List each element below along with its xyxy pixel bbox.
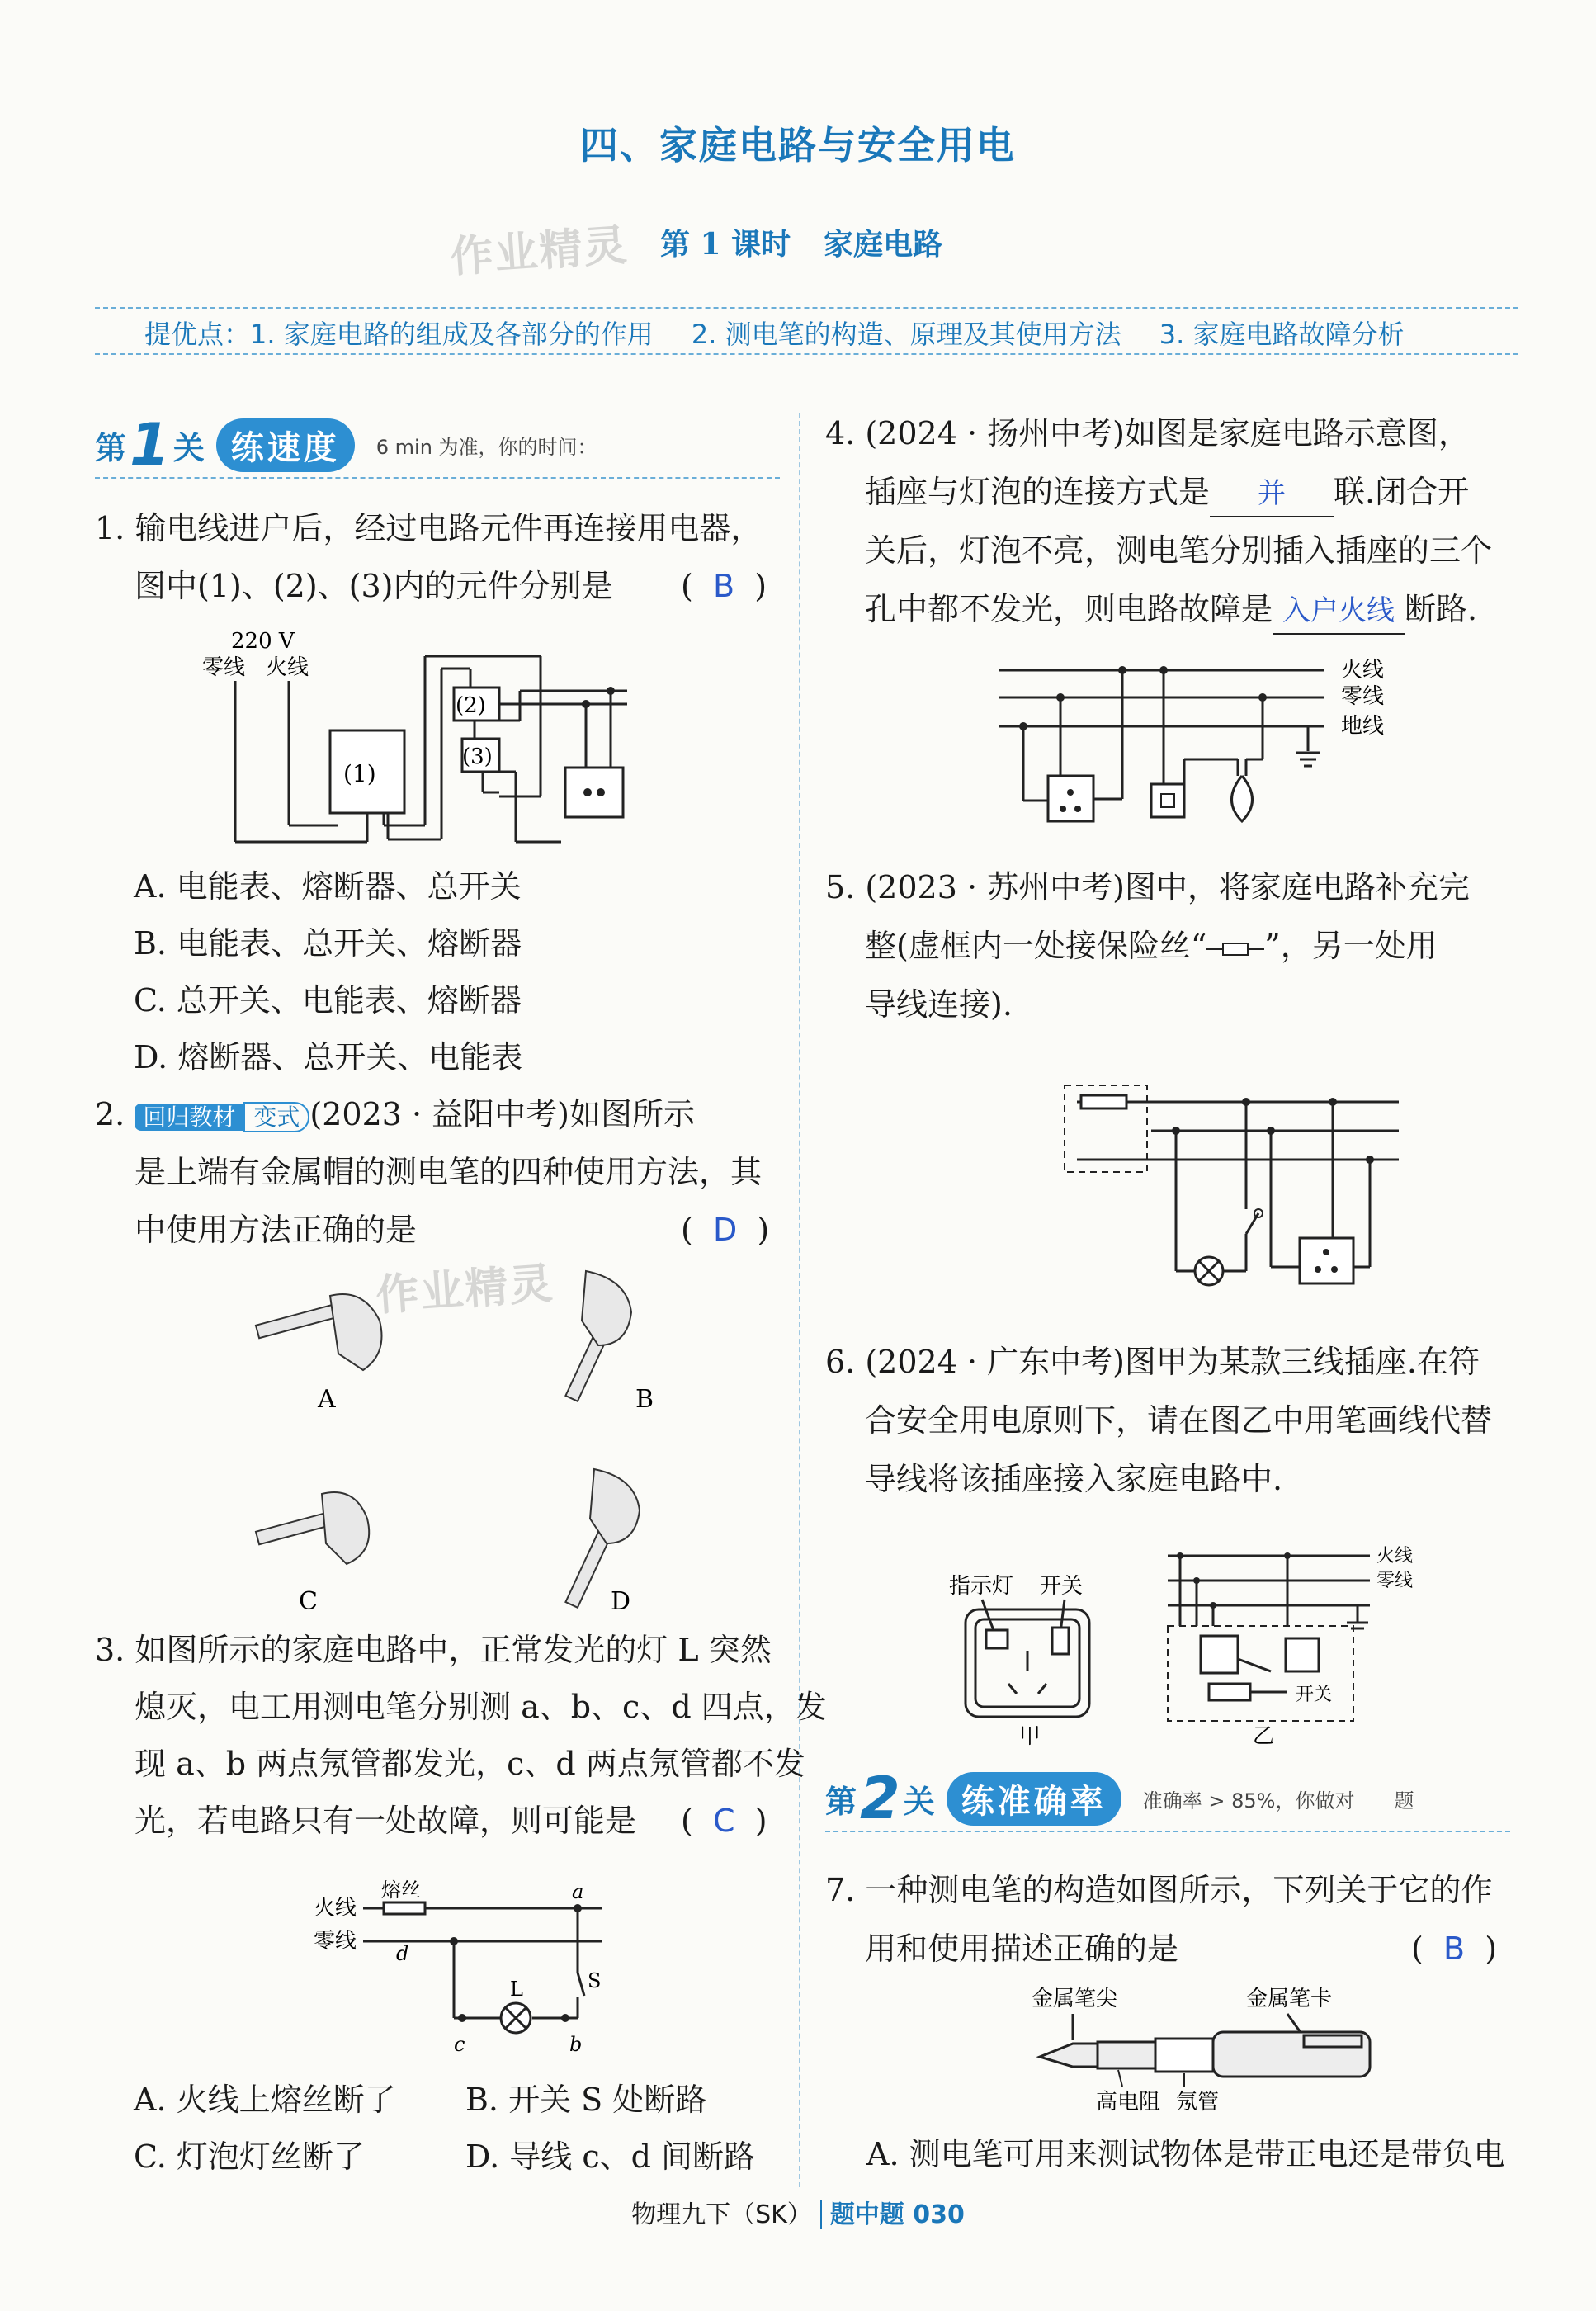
q4-fig-zero: 零线 — [1341, 684, 1385, 709]
page-footer — [0, 2194, 1596, 2230]
q3-line-3: 现 a、b 两点氖管都发光，c、d 两点氖管都不发 — [135, 1746, 805, 1782]
q4-fig-ground: 地线 — [1341, 714, 1385, 739]
q7-line-2: 用和使用描述正确的是 ( B ) — [865, 1931, 1498, 1967]
q7-line-1: 7. 一种测电笔的构造如图所示，下列关于它的作 — [825, 1872, 1493, 1908]
q6-circuit-figure-yi — [1155, 1535, 1444, 1750]
q1-fig-node-2 — [607, 687, 615, 695]
q2-pen-figures — [231, 1246, 759, 1618]
section-1-note: 6 min 为准，你的时间： — [375, 435, 597, 459]
q1-fig-box-2: (2) — [456, 693, 486, 718]
q1-line-2: 图中(1)、(2)、(3)内的元件分别是 ( B ) — [135, 568, 767, 604]
column-divider — [799, 413, 800, 2187]
q4-fig-fire: 火线 — [1341, 658, 1385, 683]
q6-fig-switch: 开关 — [1040, 1574, 1084, 1599]
section-1-pill: 练速度 — [216, 418, 355, 472]
question-4 — [825, 404, 1527, 639]
q6-fig-zero: 零线 — [1376, 1571, 1414, 1591]
q2-pen-b — [565, 1271, 631, 1401]
q3-option-c: C. 灯泡灯丝断了 — [134, 2139, 365, 2175]
section-1-header — [95, 413, 780, 479]
q7-pen-figure — [1032, 1981, 1411, 2113]
lesson-number: 第 1 课时 — [660, 227, 791, 262]
q3-option-a: A. 火线上熔丝断了 — [134, 2082, 396, 2118]
q5-line-3: 导线连接). — [865, 986, 1013, 1023]
q3-fig-zero: 零线 — [314, 1929, 357, 1954]
q3-fig-l: L — [510, 1978, 523, 2001]
q4-line-4: 孔中都不发光，则电路故障是 入户火线 断路. — [825, 580, 1527, 639]
q6-fig-jia: 甲 — [1019, 1724, 1041, 1749]
q3-options-row-1 — [134, 2072, 794, 2129]
q6-socket-figure-jia — [949, 1568, 1114, 1750]
q3-fig-d: d — [396, 1942, 409, 1965]
section-2-header — [825, 1766, 1510, 1832]
section-2-note: 准确率 > 85%，你做对 题 — [1142, 1789, 1414, 1812]
q3-line-4: 光，若电路只有一处故障，则可能是 ( C ) — [135, 1803, 767, 1839]
footer-book: 物理九下（SK） — [631, 2200, 812, 2229]
q2-line-2: 是上端有金属帽的测电笔的四种使用方法，其 — [135, 1154, 763, 1190]
q1-fig-socket-hole-1 — [583, 788, 592, 796]
q1-fig-node-1 — [582, 700, 590, 708]
q3-circuit-figure — [314, 1874, 627, 2063]
lesson-title — [660, 221, 942, 263]
section-1-di: 第 — [95, 429, 127, 466]
section-1-number: 1 — [130, 411, 170, 479]
q6-line-1: 6. (2024 · 广东中考)图甲为某款三线插座.在符 — [825, 1344, 1480, 1380]
q3-fig-c: c — [454, 2033, 465, 2056]
key-point-2: 2. 测电笔的构造、原理及其使用方法 — [691, 319, 1121, 350]
q1-line-1: 1. 输电线进户后，经过电路元件再连接用电器， — [95, 510, 763, 546]
q2-line-3: 中使用方法正确的是 ( D ) — [135, 1212, 770, 1248]
q3-options-row-2 — [134, 2129, 794, 2186]
q5-line-1: 5. (2023 · 苏州中考)图中，将家庭电路补充完 — [825, 869, 1470, 905]
q3-fig-fire: 火线 — [314, 1896, 357, 1921]
key-point-3: 3. 家庭电路故障分析 — [1159, 319, 1405, 350]
q3-option-b: B. 开关 S 处断路 — [465, 2082, 707, 2118]
q1-fig-socket-hole-2 — [597, 788, 605, 796]
q4-line-1: 4. (2024 · 扬州中考)如图是家庭电路示意图， — [825, 415, 1470, 451]
q3-fig-fuse: 熔丝 — [381, 1879, 421, 1902]
q2-pen-a — [256, 1294, 382, 1370]
section-2-pill: 练准确率 — [947, 1772, 1121, 1826]
q6-line-3: 导线将该插座接入家庭电路中. — [865, 1461, 1283, 1497]
q4-line-2: 插座与灯泡的连接方式是 并 联.闭合开 — [825, 463, 1527, 522]
section-1-guan: 关 — [172, 429, 205, 466]
q3-answer: C — [712, 1803, 735, 1839]
q1-fig-voltage: 220 V — [231, 629, 295, 654]
q1-option-a: A. 电能表、熔断器、总开关 — [134, 868, 522, 905]
q1-fig-fire: 火线 — [266, 655, 309, 680]
q6-line-2: 合安全用电原则下，请在图乙中用笔画线代替 — [865, 1402, 1493, 1439]
q3-fig-a: a — [572, 1880, 584, 1903]
q4-circuit-figure — [990, 652, 1403, 834]
q4-line-3: 关后，灯泡不亮，测电笔分别插入插座的三个 — [865, 532, 1493, 569]
fuse-symbol-icon — [1206, 939, 1264, 959]
question-7 — [825, 1861, 1527, 1978]
question-2 — [95, 1085, 788, 1259]
key-point-1: 提优点：1. 家庭电路的组成及各部分的作用 — [144, 319, 654, 350]
q7-option-a-wrap — [866, 2125, 1527, 2183]
question-1 — [95, 499, 788, 615]
q2-label-d: D — [611, 1587, 631, 1616]
q6-fig-indicator: 指示灯 — [949, 1574, 1014, 1599]
q4-handwritten-1: 并 — [1258, 477, 1287, 510]
q2-pen-c — [256, 1492, 369, 1564]
section-2-di: 第 — [825, 1783, 857, 1820]
q2-label-a: A — [318, 1385, 336, 1414]
section-2-number: 2 — [860, 1765, 900, 1832]
q3-option-d: D. 导线 c、d 间断路 — [465, 2139, 756, 2175]
q2-label-b: B — [635, 1385, 654, 1414]
watermark: 作业精灵 — [448, 220, 630, 283]
q1-options — [134, 858, 794, 1086]
question-6 — [825, 1333, 1527, 1509]
q1-fig-box-1: (1) — [343, 760, 376, 787]
q3-fig-s: S — [588, 1969, 602, 1992]
lesson-name: 家庭电路 — [824, 227, 943, 262]
q7-fig-neon: 氖管 — [1176, 2090, 1220, 2113]
q4-handwritten-2: 入户火线 — [1282, 594, 1395, 627]
q1-option-c: C. 总开关、电能表、熔断器 — [134, 982, 522, 1018]
q6-fig-yi: 乙 — [1253, 1724, 1275, 1749]
q1-answer: B — [712, 568, 735, 604]
q7-option-a: A. 测电笔可用来测试物体是带正电还是带负电 — [866, 2136, 1505, 2172]
q7-fig-resistor: 高电阻 — [1096, 2090, 1161, 2113]
q3-line-1: 3. 如图所示的家庭电路中，正常发光的灯 L 突然 — [95, 1632, 772, 1668]
footer-page: 题中题 030 — [820, 2200, 965, 2229]
q5-line-2: 整(虚框内一处接保险丝“ ”，另一处用 — [865, 928, 1438, 964]
question-3 — [95, 1622, 827, 1850]
q1-option-d: D. 熔断器、总开关、电能表 — [134, 1039, 523, 1075]
watermark-2: 作业精灵 — [374, 1259, 556, 1321]
q2-tag: 回归教材 变式 — [135, 1101, 309, 1134]
q6-fig-fire: 火线 — [1376, 1546, 1414, 1567]
q1-option-b: B. 电能表、总开关、熔断器 — [134, 925, 522, 962]
question-5 — [825, 858, 1527, 1034]
q3-line-2: 熄灭，电工用测电笔分别测 a、b、c、d 四点，发 — [135, 1689, 827, 1725]
q5-circuit-figure — [1060, 1081, 1407, 1288]
q1-fig-box-3: (3) — [462, 744, 493, 769]
q6-fig-switch-2: 开关 — [1296, 1685, 1333, 1705]
q2-label-c: C — [299, 1587, 318, 1616]
q1-circuit-figure — [198, 623, 726, 854]
q1-fig-zero: 零线 — [202, 655, 246, 680]
page-title: 四、家庭电路与安全用电 — [580, 123, 1016, 168]
section-2-guan: 关 — [903, 1783, 935, 1820]
q3-options — [134, 2072, 794, 2186]
q7-fig-clip: 金属笔卡 — [1246, 1987, 1333, 2011]
q2-answer: D — [712, 1212, 738, 1248]
q3-fig-b: b — [569, 2033, 583, 2056]
q7-fig-tip: 金属笔尖 — [1032, 1987, 1118, 2011]
q7-answer: B — [1443, 1931, 1466, 1967]
q2-line-1: 2. 回归教材 变式 (2023 · 益阳中考)如图所示 — [95, 1096, 695, 1132]
key-points-bar — [95, 307, 1518, 355]
